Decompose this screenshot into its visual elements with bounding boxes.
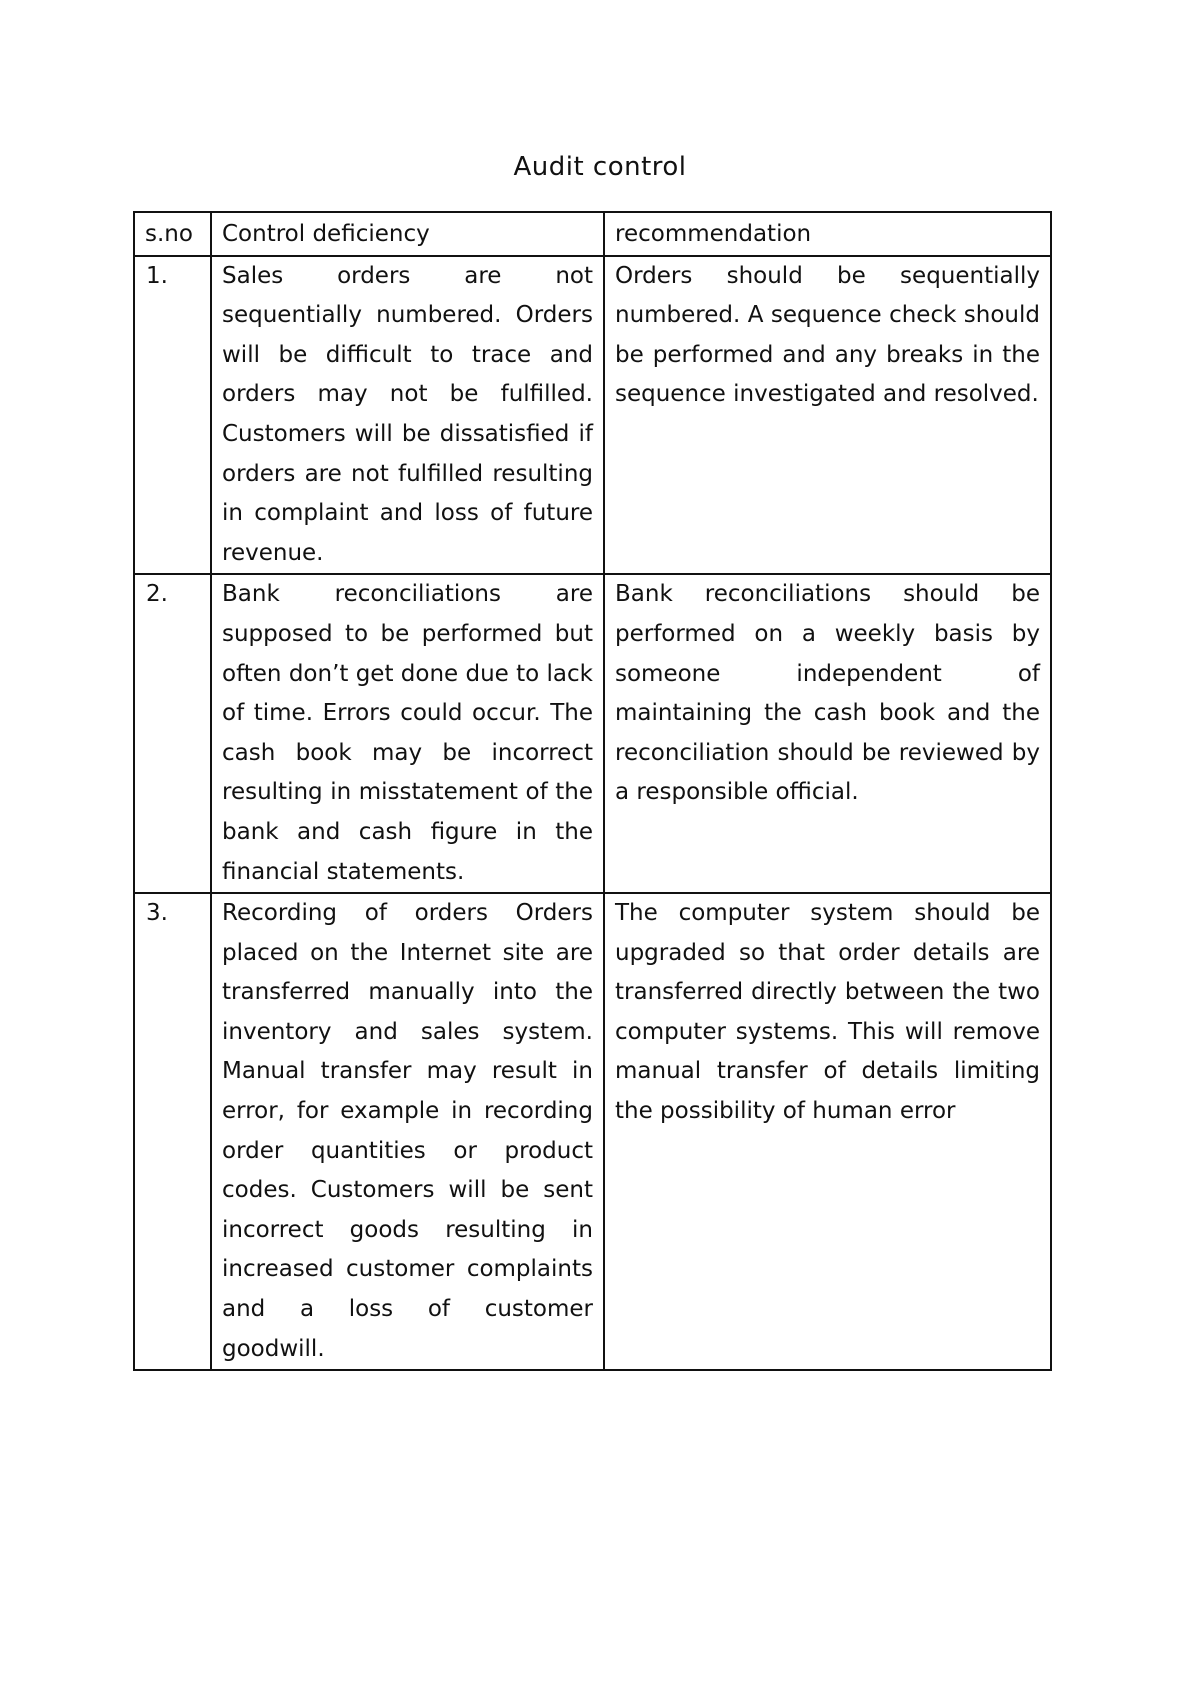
header-sno: s.no <box>134 212 211 256</box>
table-row <box>134 893 1051 1370</box>
row-sno: 3. <box>134 893 211 1370</box>
row-control-deficiency: Sales orders are not sequentially numbered. Orders will be difficult to trace and orders may not be fulfilled. Customers will be dissatisfied if orders are not fulfilled resulting in complaint and loss of future revenue. <box>211 256 604 575</box>
page-title: Audit control <box>513 152 687 182</box>
row-control-deficiency: Recording of orders Orders placed on the Internet site are transferred manually into the inventory and sales system. Manual transfer may result in error, for example in recording order quantities or product codes. Customers will be sent incorrect goods resulting in increased customer complaints and a loss of customer goodwill. <box>211 893 604 1370</box>
header-recommendation: recommendation <box>604 212 1051 256</box>
header-control-deficiency: Control deficiency <box>211 212 604 256</box>
row-recommendation: Orders should be sequentially numbered. A sequence check should be performed and any breaks in the sequence investigated and resolved. <box>604 256 1051 575</box>
row-recommendation: The computer system should be upgraded so that order details are transferred directly between the two computer systems. This will remove manual transfer of details limiting the possibility of human error <box>604 893 1051 1370</box>
table-row <box>134 256 1051 575</box>
row-recommendation: Bank reconciliations should be performed on a weekly basis by someone independent of maintaining the cash book and the reconciliation should be reviewed by a responsible official. <box>604 574 1051 893</box>
table-header-row <box>134 212 1051 256</box>
row-sno: 2. <box>134 574 211 893</box>
row-sno: 1. <box>134 256 211 575</box>
row-control-deficiency: Bank reconciliations are supposed to be performed but often don’t get done due to lack of time. Errors could occur. The cash book may be incorrect resulting in misstatement of the bank and cash figure in the financial statements. <box>211 574 604 893</box>
audit-control-table <box>133 211 1052 1371</box>
table-row <box>134 574 1051 893</box>
